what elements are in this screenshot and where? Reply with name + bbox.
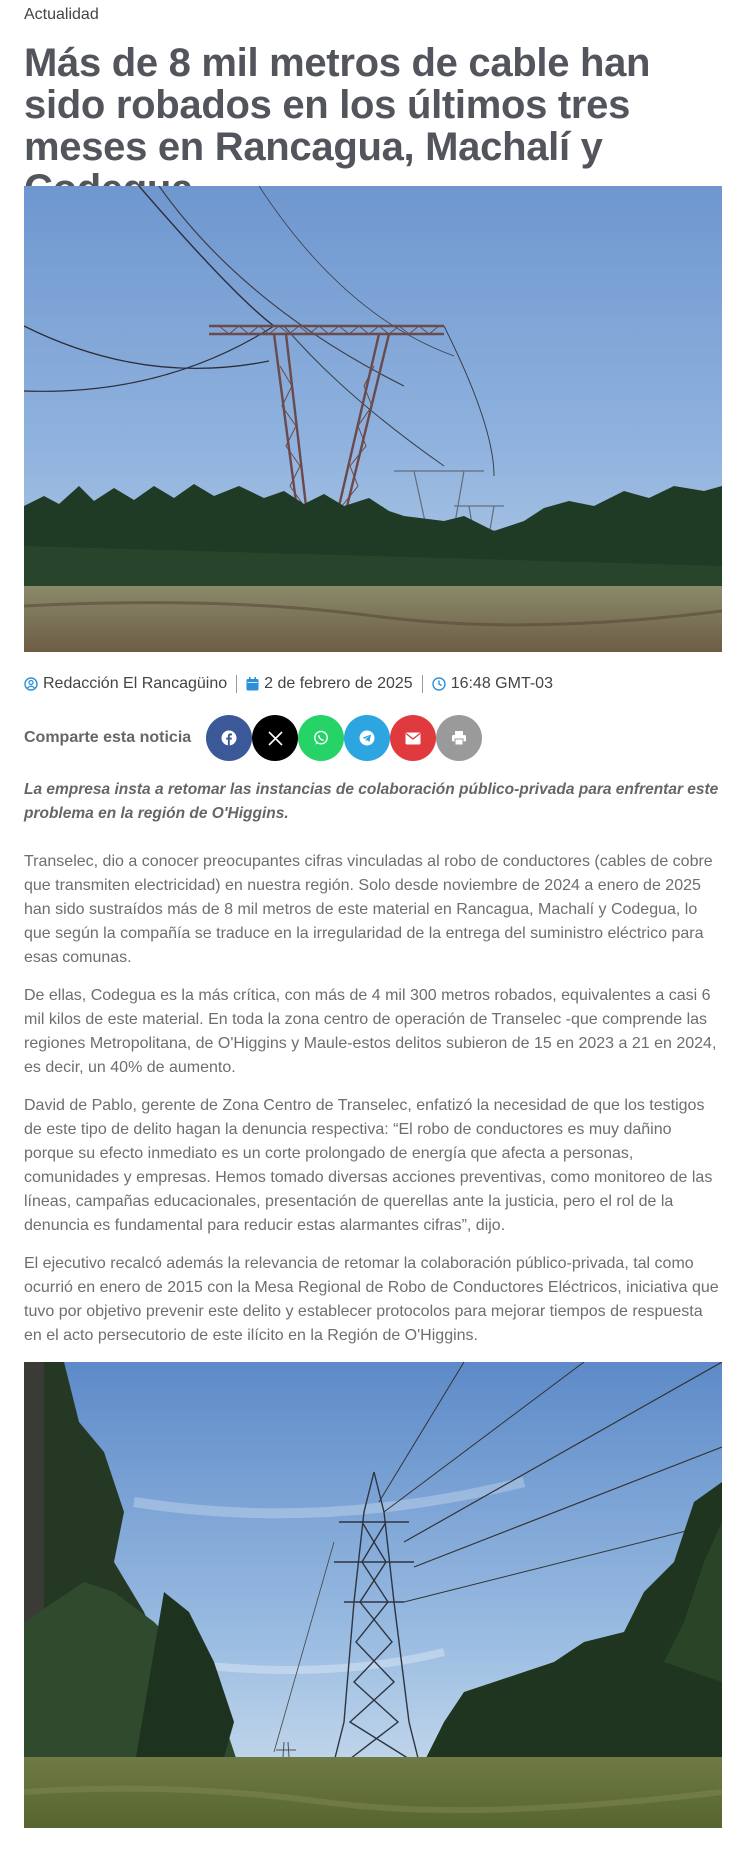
article-paragraph: De ellas, Codegua es la más crítica, con más de 4 mil 300 metros robados, equivalentes a casi 6 mil kilos de este material. En toda la zona centro de operación de Transelec -que comprende las regiones Metropolitana, de O'Higgins y Maule-estos delitos subieron de 15 en 2023 a 21 en 2024, es decir, un 40% de aumento. xyxy=(24,987,717,1076)
share-x-button[interactable] xyxy=(252,715,298,761)
share-telegram-button[interactable] xyxy=(344,715,390,761)
user-icon xyxy=(24,677,38,691)
telegram-icon xyxy=(359,730,375,746)
article-paragraph: Transelec, dio a conocer preocupantes cifras vinculadas al robo de conductores (cables de cobre que transmiten electricidad) en nuestra región. Solo desde noviembre de 2024 a enero de 2025 han sido sustraídos más de 8 mil metros de este material en Rancagua, Machalí y Codegua, lo que según la compañía se traduce en la irregularidad de la entrega del suministro eléctrico para esas comunas. xyxy=(24,853,713,966)
hero-image xyxy=(24,186,722,652)
share-print-button[interactable] xyxy=(436,715,482,761)
article-paragraph: El ejecutivo recalcó además la relevancia de retomar la colaboración público-privada, tal como ocurrió en enero de 2015 con la Mesa Regional de Robo de Conductores Eléctricos, iniciativa que tuvo por objetivo prevenir este delito y establecer protocolos para mejorar tiempos de respuesta en el acto persecutorio de este ilícito en la Región de O'Higgins. xyxy=(24,1255,719,1344)
article-lead: La empresa insta a retomar las instancias de colaboración público-privada para enfrentar este problema en la región de O'Higgins. xyxy=(24,781,719,822)
share-bar xyxy=(24,715,482,761)
calendar-icon xyxy=(246,677,259,691)
facebook-icon xyxy=(221,730,237,746)
print-icon xyxy=(451,730,467,746)
share-email-button[interactable] xyxy=(390,715,436,761)
author-link[interactable]: Redacción El Rancagüino xyxy=(43,675,228,692)
envelope-icon xyxy=(405,732,421,745)
whatsapp-icon xyxy=(313,730,329,746)
article-meta xyxy=(24,672,553,696)
article-body xyxy=(24,850,724,1362)
article-image xyxy=(24,1362,722,1828)
share-whatsapp-button[interactable] xyxy=(298,715,344,761)
article-paragraph: David de Pablo, gerente de Zona Centro de Transelec, enfatizó la necesidad de que los testigos de este tipo de delito hagan la denuncia respectiva: “El robo de conductores es muy dañino porque su efecto inmediato es un corte prolongado de energía que afecta a personas, comunidades y empresas. Hemos tomado diversas acciones preventivas, como monitoreo de las líneas, campañas educacionales, presentación de querellas ante la justicia, pero el rol de la denuncia es fundamental para reducir estas alarmantes cifras”, dijo. xyxy=(24,1097,713,1234)
clock-icon xyxy=(432,677,446,691)
meta-divider xyxy=(422,675,423,693)
article-title: Más de 8 mil metros de cable han sido robados en los últimos tres meses en Rancagua, Machalí y xyxy=(24,41,651,169)
x-icon xyxy=(268,731,283,746)
share-facebook-button[interactable] xyxy=(206,715,252,761)
category-label[interactable]: Actualidad xyxy=(24,6,99,23)
meta-divider xyxy=(236,675,237,693)
publish-date: 2 de febrero de 2025 xyxy=(264,675,413,692)
share-label: Comparte esta noticia xyxy=(24,729,192,746)
publish-time: 16:48 GMT-03 xyxy=(450,675,553,692)
